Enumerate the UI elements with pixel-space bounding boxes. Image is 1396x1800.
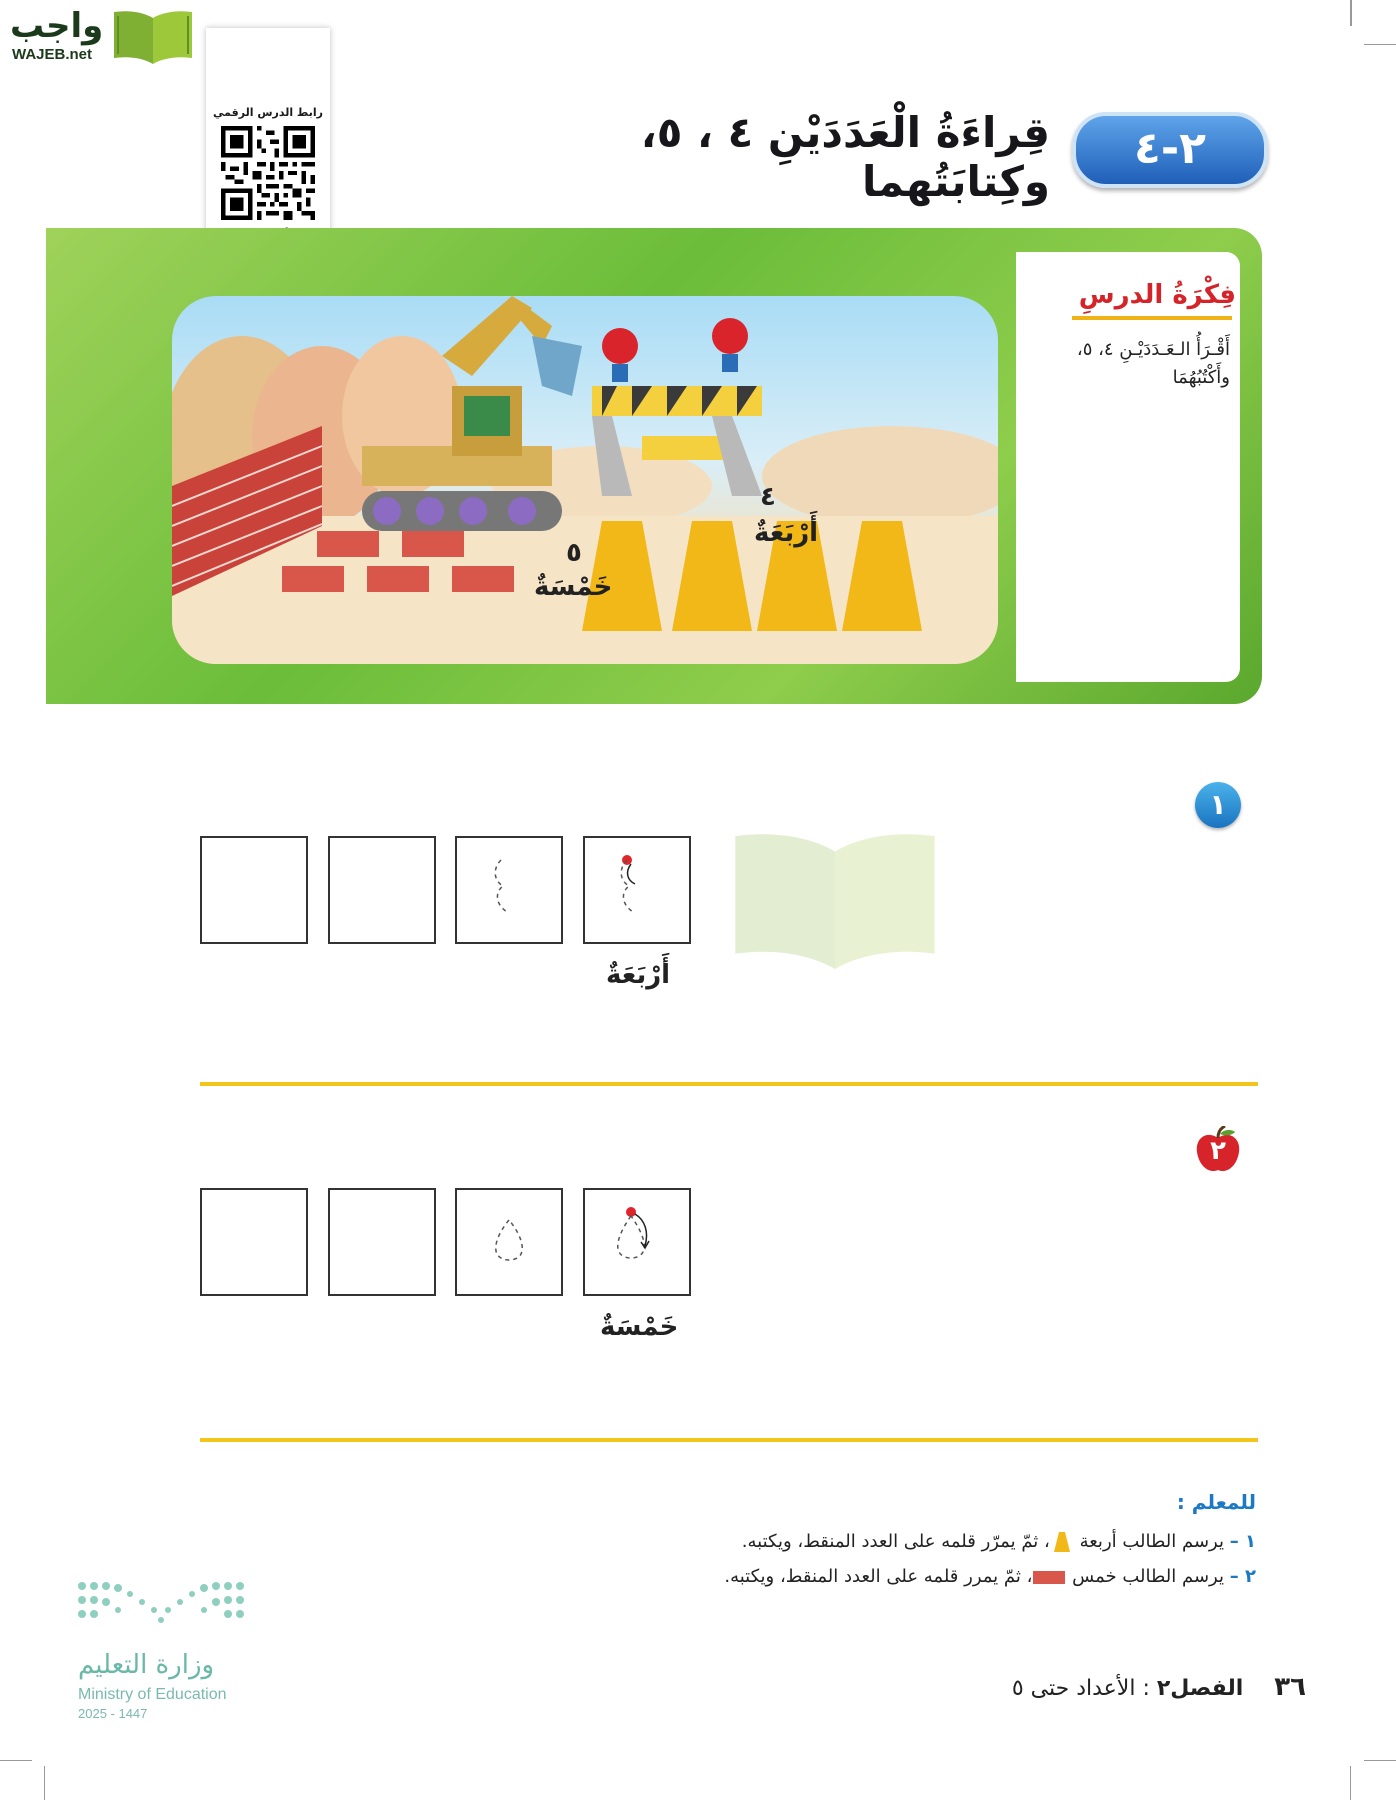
- tracing-box-four-guided[interactable]: [583, 836, 691, 944]
- scene-word-five: خَمْسَةٌ: [534, 572, 613, 602]
- teacher-note-2: [724, 1566, 1256, 1587]
- construction-scene: [172, 296, 998, 664]
- separator-line: [200, 1438, 1258, 1442]
- separator-line: [200, 1082, 1258, 1086]
- note-number: ٢ –: [1229, 1566, 1256, 1587]
- page-number: ٣٦: [1274, 1672, 1306, 1702]
- ministry-name-en: Ministry of Education: [78, 1686, 227, 1703]
- note-text-end: ، ثمّ يمرر قلمه على العدد المنقط، ويكتبه.: [724, 1566, 1033, 1587]
- writing-box[interactable]: [328, 836, 436, 944]
- exercise-word-four: أَرْبَعَةٌ: [606, 960, 671, 990]
- qr-card[interactable]: [206, 28, 330, 246]
- lesson-number-badge: ٢-٤: [1072, 112, 1268, 188]
- idea-underline: [1072, 316, 1232, 320]
- crop-mark: [44, 1766, 45, 1800]
- teacher-note-heading: للمعلم :: [1176, 1490, 1256, 1514]
- qr-code-icon[interactable]: [221, 126, 315, 220]
- scene-numeral-five: ٥: [566, 538, 582, 568]
- teacher-note-1: [742, 1530, 1256, 1554]
- cone-icon: [1050, 1530, 1074, 1554]
- tracing-box-five[interactable]: [455, 1188, 563, 1296]
- crop-mark: [1350, 0, 1352, 26]
- crop-mark: [1364, 44, 1396, 45]
- lesson-title: قِراءَةُ الْعَدَدَيْنِ ٤ ، ٥، وكِتابَتُهما: [640, 108, 1050, 206]
- dotted-four-arrow-icon: [585, 838, 689, 942]
- lesson-idea-text: أَقْـرَأُ الـعَـدَدَيْـنِ ٤، ٥، وأَكْتُبُهُمَا: [1076, 339, 1230, 388]
- tracing-box-five-guided[interactable]: [583, 1188, 691, 1296]
- lesson-idea-title: فِكْرَةُ الدرسِ: [1078, 280, 1236, 310]
- dotted-five-arrow-icon: [585, 1190, 689, 1294]
- crop-mark: [1350, 1766, 1351, 1800]
- dotted-four-icon: [457, 838, 561, 942]
- dotted-five-icon: [457, 1190, 561, 1294]
- exercise-word-five: خَمْسَةٌ: [600, 1312, 679, 1342]
- writing-box[interactable]: [200, 836, 308, 944]
- note-number: ١ –: [1229, 1531, 1256, 1552]
- note-text-start: يرسم الطالب خمس: [1072, 1566, 1224, 1587]
- wajeb-logo[interactable]: [10, 6, 190, 66]
- exercise-number-1: ١: [1195, 782, 1241, 828]
- ministry-year: 2025 - 1447: [78, 1706, 148, 1721]
- brand-word: واجب: [10, 6, 104, 46]
- tracing-box-four[interactable]: [455, 836, 563, 944]
- ministry-logo: [76, 1580, 256, 1720]
- brand-net: WAJEB.net: [12, 46, 93, 63]
- qr-label: رابط الدرس الرقمي: [213, 106, 323, 119]
- book-icon: [108, 6, 198, 68]
- construction-illustration: [172, 296, 998, 664]
- scene-word-four: أَرْبَعَةٌ: [754, 518, 819, 548]
- note-text-start: يرسم الطالب أربعة: [1079, 1531, 1224, 1552]
- ministry-name-ar: وزارة التعليم: [78, 1650, 215, 1680]
- page-footer: [1012, 1672, 1306, 1702]
- ministry-emblem-icon: [76, 1580, 246, 1640]
- brick-icon: [1032, 1568, 1066, 1586]
- chapter-title: : الأعداد حتى ٥: [1011, 1676, 1150, 1701]
- crop-mark: [1364, 1760, 1396, 1761]
- watermark-book-icon: [720, 810, 950, 990]
- sand-hill: [762, 426, 998, 526]
- exercise-number-2: ٢: [1210, 1136, 1226, 1166]
- scene-numeral-four: ٤: [760, 482, 776, 512]
- crop-mark: [0, 1760, 32, 1761]
- writing-box[interactable]: [328, 1188, 436, 1296]
- writing-box[interactable]: [200, 1188, 308, 1296]
- chapter-label: الفصل٢: [1156, 1676, 1244, 1701]
- note-text-end: ، ثمّ يمرّر قلمه على العدد المنقط، ويكتبه.: [741, 1531, 1050, 1552]
